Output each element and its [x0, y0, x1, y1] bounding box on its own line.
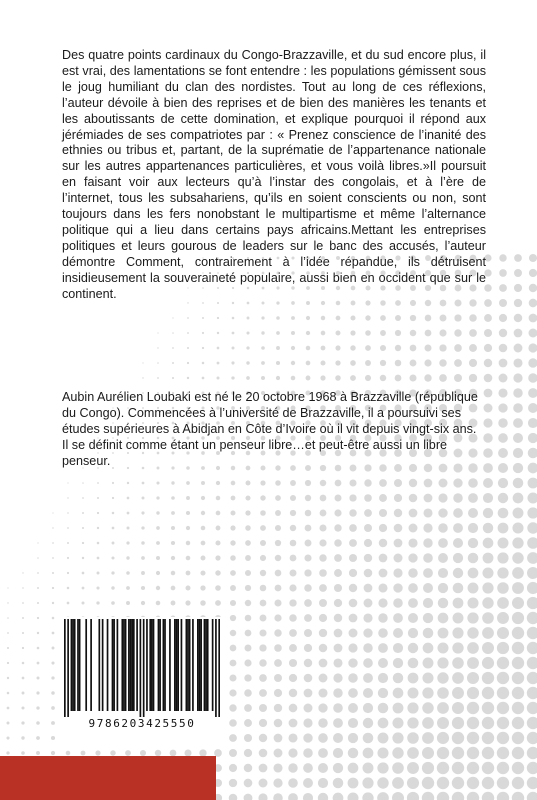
- barcode-panel: [58, 617, 226, 743]
- red-accent-band: [0, 756, 216, 800]
- barcode-icon: [64, 619, 220, 717]
- blurb-text: Des quatre points cardinaux du Congo-Brazzaville, et du sud encore plus, il est vrai, des lamentations se font entendre : les populations gémissent sous le joug humiliant du clan des nordistes. Tout au long de ces réflexions, l’auteur dévoile à bien des reprises et de bien des manières les tenants et les aboutissants de cette domination, et explique pourquoi il répond aux jérémiades de ses compatriotes par : « Prenez conscience de l’inanité des ethnies ou tribus et, partant, de la suprématie de l’appartenance nationale sur les autres appartenances particulières, et vous voilà libres.»Il poursuit en faisant voir aux lecteurs qu’à l’instar des congolais, et à l’ère de l’internet, tous les subsahariens, qu’ils en soient conscients ou non, sont toujours dans les fers nonobstant le multipartisme et même l’alternance politique qui a lieu dans certains pays africains.Mettant les entreprises politiques et leurs gourous de leaders sur le banc des accusés, l’auteur démontre Comment, contrairement à l’idée répandue, ils détruisent insidieusement la souveraineté populaire, aussi bien en occident que sur le continent.: [62, 48, 486, 301]
- author-bio: Aubin Aurélien Loubaki est né le 20 octobre 1968 à Brazzaville (république du Congo). Commencées à l’université de Brazzaville, il a poursuivi ses études supérieures à Abidjan en Côte d’Ivoire où il vit depuis vingt-six ans. Il se définit comme étant un penseur libre…et peut-être aussi un libre penseur.: [62, 390, 478, 468]
- isbn-number: 9786203425550: [88, 717, 196, 730]
